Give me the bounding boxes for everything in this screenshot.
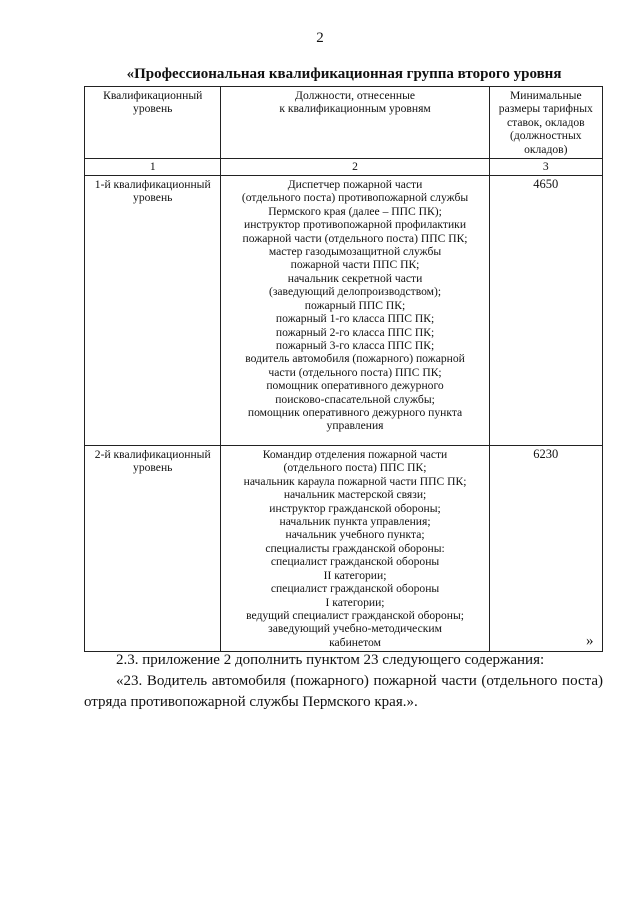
document-heading: «Профессиональная квалификационная группа второго уровня — [126, 66, 562, 82]
amount-cell: 4650 — [489, 176, 602, 446]
level-cell — [85, 176, 221, 446]
cell-line: пожарной части ППС ПК; — [290, 258, 420, 272]
cell-line: специалист гражданской обороны — [270, 582, 440, 596]
cell-line: специалист гражданской обороны — [270, 555, 440, 569]
table-header-row — [85, 87, 603, 159]
cell-line: специалисты гражданской обороны: — [265, 541, 445, 555]
page-number: 2 — [316, 30, 324, 46]
cell-line: инструктор гражданской обороны; — [269, 501, 441, 515]
cell-line: пожарный 3-го класса ППС ПК; — [275, 338, 435, 352]
cell-line: ведущий специалист гражданской обороны; — [246, 608, 464, 622]
column-number-row — [85, 159, 603, 176]
column-number: 3 — [489, 159, 602, 176]
cell-line: помощник оперативного дежурного — [266, 379, 444, 393]
cell-line: (должностных — [510, 129, 582, 143]
positions-cell — [221, 176, 489, 446]
cell-line: 1-й квалификационный — [94, 178, 211, 192]
amount-cell: 6230 — [489, 446, 602, 652]
positions-cell — [221, 446, 489, 652]
closing-quote: » — [586, 633, 594, 649]
header-level-cell — [85, 87, 221, 159]
cell-line: уровень — [133, 102, 173, 116]
cell-line: управления — [326, 419, 384, 433]
cell-line: Командир отделения пожарной части — [262, 448, 448, 462]
cell-line: размеры тарифных — [498, 102, 593, 116]
level-cell — [85, 446, 221, 652]
cell-line: уровень — [133, 191, 173, 205]
table-row-level-1 — [85, 176, 603, 446]
cell-line: (заведующий делопроизводством); — [268, 285, 442, 299]
cell-line: пожарный 2-го класса ППС ПК; — [275, 325, 435, 339]
cell-line: Диспетчер пожарной части — [287, 178, 423, 192]
cell-line: помощник оперативного дежурного пункта — [247, 405, 463, 419]
cell-line: пожарный 1-го класса ППС ПК; — [275, 312, 435, 326]
cell-line: окладов) — [524, 142, 568, 156]
cell-line: уровень — [133, 461, 173, 475]
cell-line: 2-й квалификационный — [94, 448, 211, 462]
cell-line: кабинетом — [329, 635, 381, 649]
cell-line: водитель автомобиля (пожарного) пожарной — [245, 352, 465, 366]
cell-line: пожарной части (отдельного поста) ППС ПК; — [242, 231, 468, 245]
cell-line: начальник караула пожарной части ППС ПК; — [243, 474, 467, 488]
header-amount-cell — [489, 87, 602, 159]
cell-line: инструктор противопожарной профилактики — [244, 218, 467, 232]
cell-line: пожарный ППС ПК; — [304, 298, 406, 312]
cell-line: части (отдельного поста) ППС ПК; — [268, 365, 442, 379]
cell-line: Должности, отнесенные — [295, 89, 416, 102]
header-positions-cell — [221, 87, 489, 159]
cell-line: (отдельного поста) ППС ПК; — [283, 461, 427, 475]
cell-line: начальник пункта управления; — [279, 515, 431, 529]
cell-line: начальник секретной части — [287, 271, 423, 285]
new-item-paragraph: «23. Водитель автомобиля (пожарного) пожарной части (отдельного поста) отряда противопожарной службы Пермского края.». — [84, 673, 603, 710]
cell-line: Квалификационный — [103, 89, 203, 102]
cell-line: ставок, окладов — [506, 115, 585, 129]
cell-line: поисково-спасательной службы; — [275, 392, 435, 406]
cell-line: II категории; — [323, 568, 387, 582]
cell-line: (отдельного поста) противопожарной службы — [241, 191, 469, 205]
table-row-level-2 — [85, 446, 603, 652]
cell-line: к квалификационным уровням — [279, 102, 431, 116]
qualification-table — [84, 86, 603, 652]
column-number: 2 — [221, 159, 489, 176]
cell-line: I категории; — [325, 595, 385, 609]
amendment-paragraph: 2.3. приложение 2 дополнить пунктом 23 следующего содержания: — [116, 652, 545, 668]
cell-line: начальник мастерской связи; — [283, 488, 427, 502]
cell-line: начальник учебного пункта; — [285, 528, 425, 542]
column-number: 1 — [85, 159, 221, 176]
cell-line: Минимальные — [509, 89, 582, 102]
cell-line: заведующий учебно-методическим — [268, 622, 442, 636]
cell-line: Пермского края (далее – ППС ПК); — [268, 204, 442, 218]
cell-line: мастер газодымозащитной службы — [268, 245, 442, 259]
